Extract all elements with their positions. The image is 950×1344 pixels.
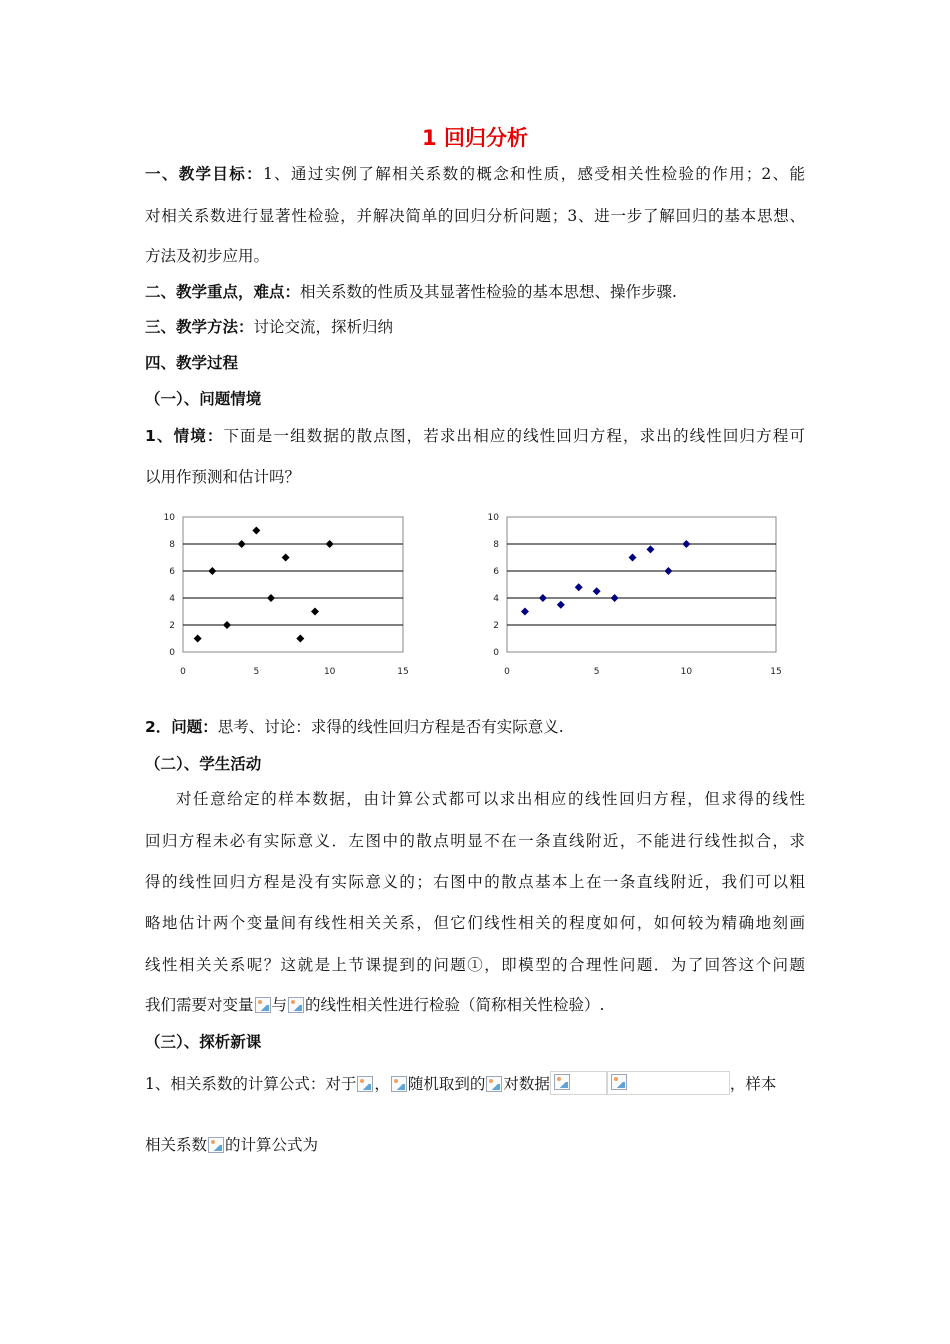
formula-1-part-e: ，样本 bbox=[729, 1075, 777, 1093]
x-tick-label: 15 bbox=[397, 667, 409, 677]
paragraph-line-1: 对任意给定的样本数据，由计算公式都可以求出相应的线性回归方程，但求得的线性 bbox=[176, 790, 805, 808]
formula-image-icon bbox=[611, 1074, 627, 1090]
scatter-chart-right bbox=[475, 508, 795, 688]
paragraph-6-part-b: 与 bbox=[271, 996, 288, 1014]
formula-image-icon bbox=[208, 1137, 224, 1153]
paragraph-line-3: 得的线性回归方程是没有实际意义的；右图中的散点基本上在一条直线附近，我们可以粗 bbox=[145, 873, 805, 891]
paragraph-line-2: 回归方程未必有实际意义．左图中的散点明显不在一条直线附近，不能进行线性拟合，求 bbox=[145, 832, 805, 850]
y-tick-label: 6 bbox=[169, 567, 175, 577]
question-text: 思考、讨论：求得的线性回归方程是否有实际意义. bbox=[217, 718, 564, 736]
formula-image-icon bbox=[288, 997, 304, 1013]
objectives-label: 一、教学目标： bbox=[145, 165, 263, 183]
process-heading: 四、教学过程 bbox=[145, 354, 239, 372]
y-tick-label: 8 bbox=[169, 540, 175, 550]
methods-label: 三、教学方法： bbox=[145, 318, 254, 336]
formula-2-part-b: 的计算公式为 bbox=[225, 1136, 319, 1154]
x-tick-label: 0 bbox=[504, 667, 510, 677]
x-tick-label: 5 bbox=[593, 667, 600, 677]
key-points-line bbox=[145, 282, 677, 302]
page-title: 1 回归分析 bbox=[422, 126, 528, 150]
formula-image-frame bbox=[550, 1071, 607, 1095]
subsection-2-heading: （二）、学生活动 bbox=[145, 755, 262, 773]
paragraph-line-6 bbox=[145, 995, 604, 1015]
y-tick-label: 2 bbox=[493, 621, 499, 631]
x-tick-label: 5 bbox=[253, 667, 260, 677]
y-tick-label: 10 bbox=[487, 513, 499, 523]
methods-text: 讨论交流，探析归纳 bbox=[253, 318, 394, 336]
formula-line-2 bbox=[145, 1135, 318, 1155]
paragraph-6-part-c: 的线性相关性进行检验（简称相关性检验）. bbox=[305, 996, 605, 1014]
paragraph-line-4: 略地估计两个变量间有线性相关关系，但它们线性相关的程度如何，如何较为精确地刻画 bbox=[145, 914, 805, 932]
y-tick-label: 0 bbox=[169, 648, 175, 658]
objectives-text-1: 1、通过实例了解相关系数的概念和性质，感受相关性检验的作用；2、能 bbox=[262, 165, 805, 183]
plot-area bbox=[183, 517, 403, 652]
y-tick-label: 10 bbox=[163, 513, 175, 523]
formula-image-icon bbox=[255, 997, 271, 1013]
x-tick-label: 0 bbox=[180, 667, 186, 677]
situation-text-1: 下面是一组数据的散点图，若求出相应的线性回归方程，求出的线性回归方程可 bbox=[223, 427, 805, 445]
situation-line-1 bbox=[145, 426, 805, 446]
y-tick-label: 4 bbox=[493, 594, 499, 604]
y-tick-label: 8 bbox=[493, 540, 499, 550]
question-label: 2．问题： bbox=[145, 718, 218, 736]
formula-image-icon bbox=[357, 1076, 373, 1092]
formula-image-frame bbox=[607, 1071, 730, 1095]
formula-2-part-a: 相关系数 bbox=[145, 1136, 208, 1154]
y-tick-label: 4 bbox=[169, 594, 175, 604]
key-points-text: 相关系数的性质及其显著性检验的基本思想、操作步骤. bbox=[300, 283, 677, 301]
methods-line bbox=[145, 317, 393, 337]
x-tick-label: 10 bbox=[680, 667, 693, 677]
objectives-line-1 bbox=[145, 164, 805, 184]
formula-1-part-a: 1、相关系数的计算公式：对于 bbox=[145, 1075, 357, 1093]
objectives-line-3: 方法及初步应用。 bbox=[145, 247, 270, 265]
subsection-3-heading: （三）、探析新课 bbox=[145, 1033, 262, 1051]
y-tick-label: 2 bbox=[169, 621, 175, 631]
scatter-chart-left bbox=[155, 508, 420, 688]
formula-image-icon bbox=[391, 1076, 407, 1092]
formula-1-part-c: 随机取到的 bbox=[407, 1075, 486, 1093]
formula-line-1 bbox=[145, 1071, 776, 1095]
question-line bbox=[145, 717, 564, 737]
situation-label: 1、情境： bbox=[145, 427, 224, 445]
formula-1-part-b: ， bbox=[374, 1075, 390, 1093]
plot-area bbox=[507, 517, 776, 652]
objectives-line-2: 对相关系数进行显著性检验，并解决简单的回归分析问题；3、进一步了解回归的基本思想、 bbox=[145, 207, 805, 225]
formula-1-part-d: 对数据 bbox=[503, 1075, 550, 1093]
paragraph-6-part-a: 我们需要对变量 bbox=[145, 996, 254, 1014]
y-tick-label: 0 bbox=[493, 648, 499, 658]
x-tick-label: 10 bbox=[323, 667, 336, 677]
key-points-label: 二、教学重点，难点： bbox=[145, 283, 301, 301]
y-tick-label: 6 bbox=[493, 567, 499, 577]
formula-image-icon bbox=[486, 1076, 502, 1092]
paragraph-line-5: 线性相关关系呢？这就是上节课提到的问题①，即模型的合理性问题．为了回答这个问题 bbox=[145, 956, 805, 974]
situation-line-2: 以用作预测和估计吗？ bbox=[145, 468, 301, 486]
subsection-1-heading: （一）、问题情境 bbox=[145, 390, 262, 408]
formula-image-icon bbox=[554, 1074, 570, 1090]
x-tick-label: 15 bbox=[770, 667, 782, 677]
